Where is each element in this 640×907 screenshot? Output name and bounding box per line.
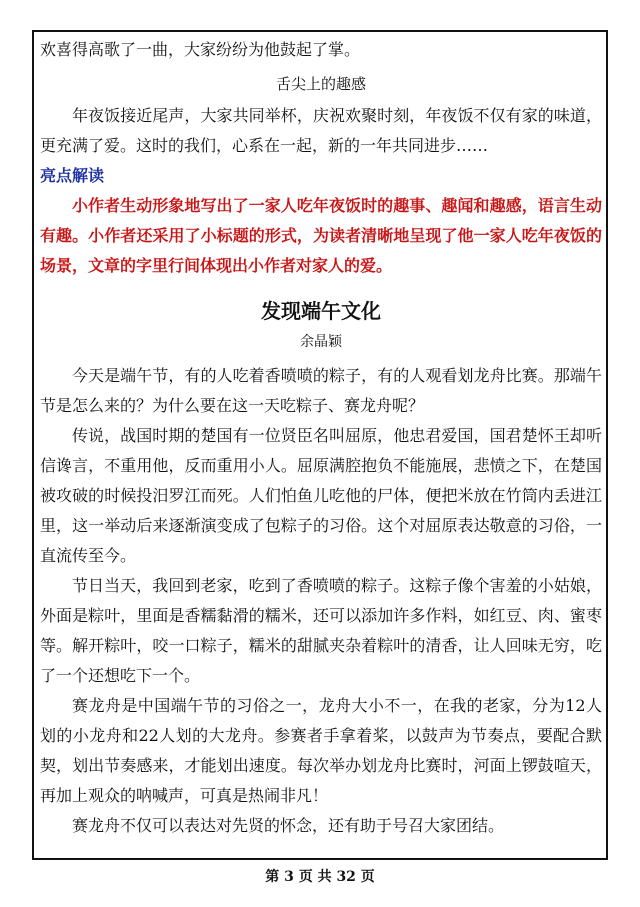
continuation-text: 欢喜得高歌了一曲，大家纷纷为他鼓起了掌。	[40, 40, 361, 59]
highlight-text: 小作者生动形象地写出了一家人吃年夜饭时的趣事、趣闻和趣感，语言生动有趣。小作者还采用了小标题的形式，为读者清晰地呈现了他一家人吃年夜饭的场景，文章的字里行间体现出小作者对家人的爱。	[40, 196, 602, 275]
page-number: 第 3 页 共 32 页	[265, 869, 375, 885]
section-ending-paragraph: 年夜饭接近尾声，大家共同举杯，庆祝欢聚时刻，年夜饭不仅有家的味道，更充满了爱。这时的我们，心系在一起，新的一年共同进步……	[40, 106, 602, 155]
article-author: 余晶颖	[300, 334, 342, 350]
article-title: 发现端午文化	[261, 299, 381, 323]
article-paragraph: 节日当天，我回到老家，吃到了香喷喷的粽子。这粽子像个害羞的小姑娘，外面是粽叶，里面是香糯黏滑的糯米，还可以添加许多作料，如红豆、肉、蜜枣等。解开粽叶，咬一口粽子，糯米的甜腻夹杂着粽叶的清香，让人回味无穷，吃了一个还想吃下一个。	[40, 576, 602, 685]
article-paragraph: 今天是端午节，有的人吃着香喷喷的粽子，有的人观看划龙舟比赛。那端午节是怎么来的？为什么要在这一天吃粽子、赛龙舟呢？	[40, 366, 602, 415]
section-subtitle: 舌尖上的趣感	[275, 75, 366, 93]
highlight-label: 亮点解读	[40, 166, 105, 185]
article-paragraph: 赛龙舟不仅可以表达对先贤的怀念，还有助于号召大家团结。	[72, 816, 505, 835]
article-paragraph: 赛龙舟是中国端午节的习俗之一，龙舟大小不一，在我的老家，分为12人划的小龙舟和22人划的大龙舟。参赛者手拿着桨，以鼓声为节奏点，要配合默契，划出节奏感来，才能划出速度。每次举办划龙舟比赛时，河面上锣鼓喧天，再加上观众的呐喊声，可真是热闹非凡！	[40, 696, 602, 805]
article-paragraph: 传说，战国时期的楚国有一位贤臣名叫屈原，他忠君爱国，国君楚怀王却听信谗言，不重用他，反而重用小人。屈原满腔抱负不能施展，悲愤之下，在楚国被攻破的时候投汨罗江而死。人们怕鱼儿吃他的尸体，便把米放在竹筒内丢进江里，这一举动后来逐渐演变成了包粽子的习俗。这个对屈原表达敬意的习俗，一直流传至今。	[40, 426, 602, 565]
page-content	[40, 35, 602, 841]
